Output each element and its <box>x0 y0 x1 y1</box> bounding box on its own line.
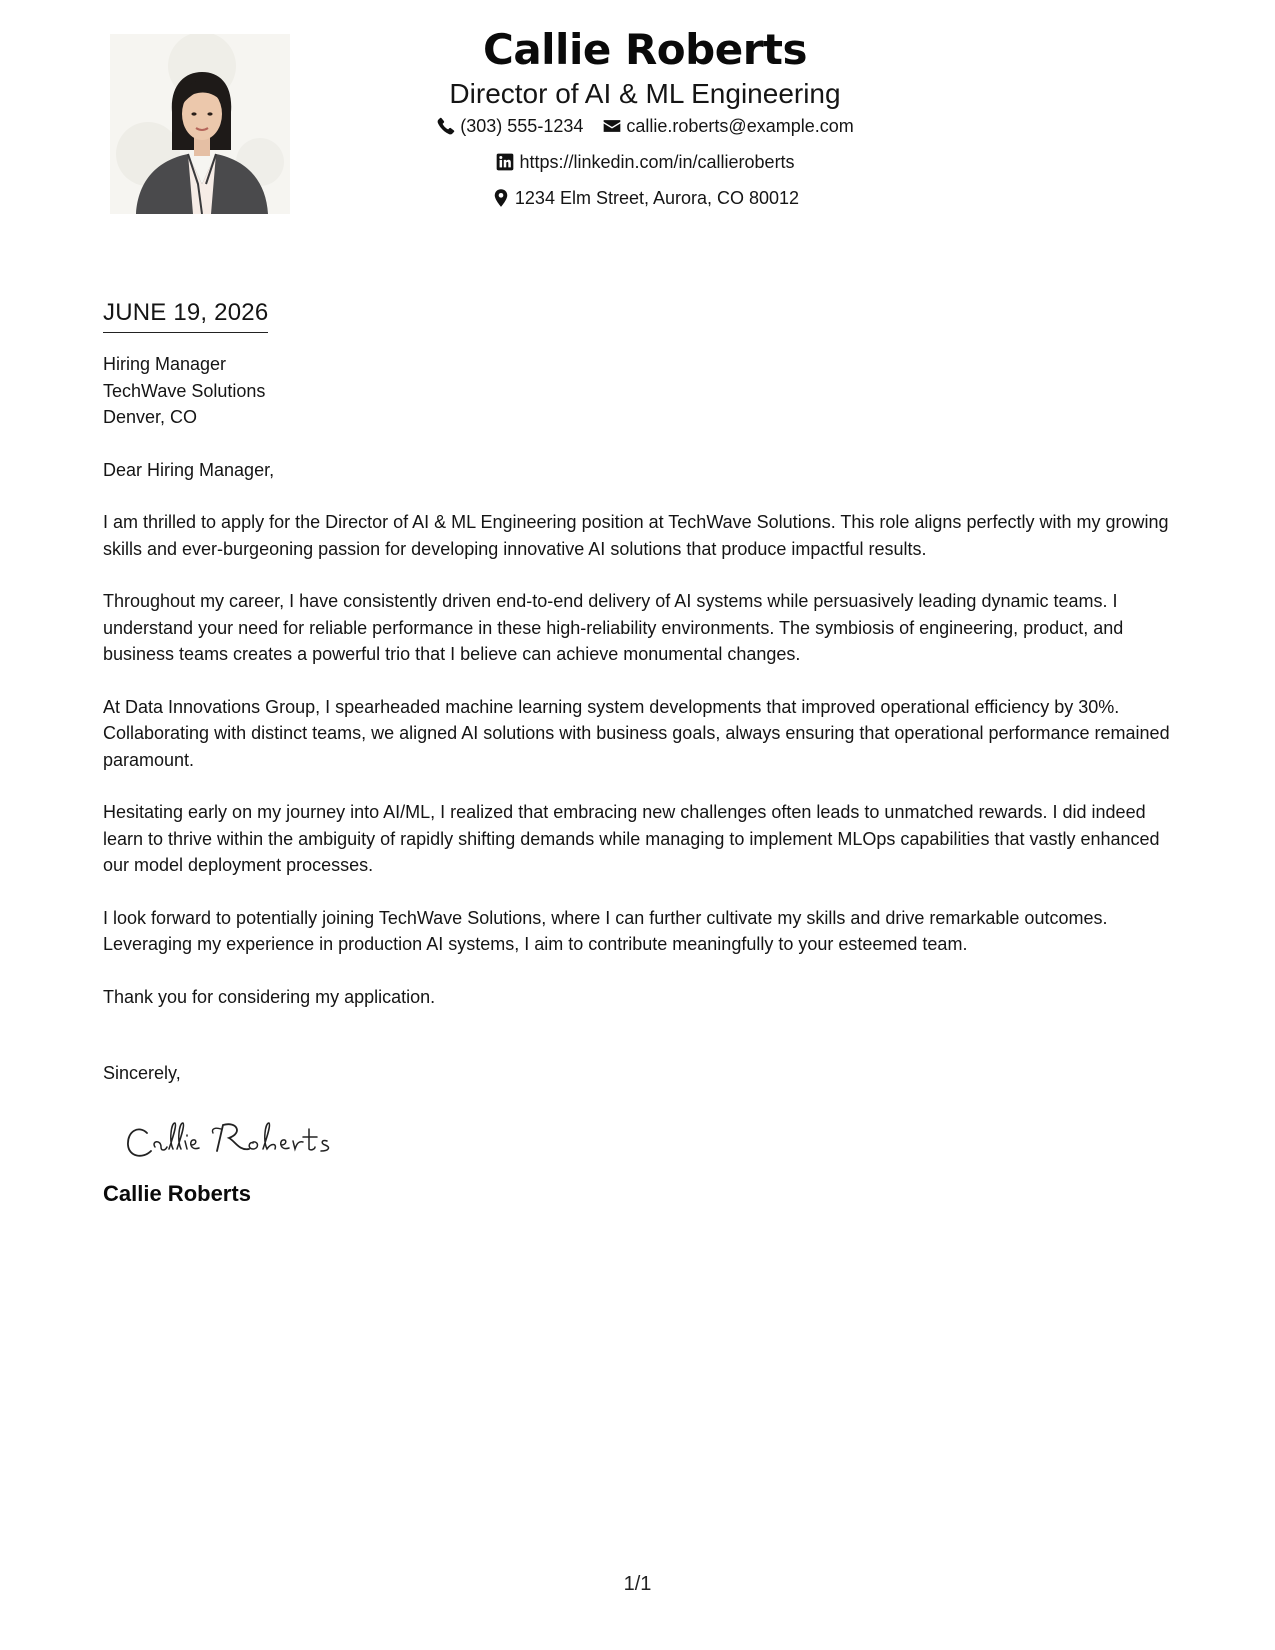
salutation: Dear Hiring Manager, <box>103 459 275 480</box>
contact-line-address <box>340 182 950 218</box>
email-address[interactable]: callie.roberts@example.com <box>626 116 854 136</box>
envelope-icon <box>602 116 622 136</box>
recipient-company: TechWave Solutions <box>103 380 266 401</box>
linkedin-url[interactable]: https://linkedin.com/in/callieroberts <box>519 152 795 172</box>
letter-body <box>103 296 1183 1209</box>
page-number: 1/1 <box>623 1573 652 1595</box>
recipient-name: Hiring Manager <box>103 354 227 374</box>
body-paragraph: Hesitating early on my journey into AI/ML, I realized that embracing new challenges often leads to unmatched rewards. I did indeed learn to thrive within the ambiguity of rapidly shifting demands while managing to implement MLOps capabilities that vastly enhanced our model deployment processes. <box>103 802 1160 875</box>
body-paragraph: I look forward to potentially joining TechWave Solutions, where I can further cultivate my skills and drive remarkable outcomes. Leveraging my experience in production AI systems, I aim to contribute meaningfully to your esteemed team. <box>103 907 1108 954</box>
body-paragraph: Thank you for considering my application. <box>103 986 436 1007</box>
linkedin-contact[interactable] <box>495 146 794 178</box>
linkedin-icon <box>495 152 515 172</box>
signed-name: Callie Roberts <box>103 1180 251 1206</box>
letter-date: JUNE 19, 2026 <box>103 296 268 333</box>
profile-photo <box>110 34 290 214</box>
body-paragraph: I am thrilled to apply for the Director of AI & ML Engineering position at TechWave Solutions. This role aligns perfectly with my growing skills and ever-burgeoning passion for developing innovative AI solutions that produce impactful results. <box>103 512 1169 559</box>
closing: Sincerely, <box>103 1063 181 1083</box>
body-paragraph: At Data Innovations Group, I spearheaded machine learning system developments that improved operational efficiency by 30%. Collaborating with distinct teams, we aligned AI solutions with business goals, always ensuring that operational performance remained paramount. <box>103 696 1170 770</box>
contact-line-phone-email <box>340 110 950 146</box>
body-paragraph: Throughout my career, I have consistently driven end-to-end delivery of AI systems while persuasively leading dynamic teams. I understand your need for reliable performance in these high-reliability environments. The symbiosis of engineering, product, and business teams creates a powerful trio that I believe can achieve monumental changes. <box>103 591 1124 664</box>
map-pin-icon <box>491 188 511 208</box>
phone-contact <box>436 110 583 142</box>
recipient-location: Denver, CO <box>103 407 198 427</box>
recipient-block <box>103 351 1183 431</box>
handwritten-signature <box>125 1111 1183 1171</box>
applicant-title: Director of AI & ML Engineering <box>449 78 841 109</box>
email-contact[interactable] <box>602 110 853 142</box>
street-address: 1234 Elm Street, Aurora, CO 80012 <box>514 188 800 208</box>
address-contact <box>491 182 799 214</box>
phone-number: (303) 555-1234 <box>460 116 584 136</box>
contact-line-linkedin <box>340 146 950 182</box>
letter-header <box>340 22 950 218</box>
phone-icon <box>436 116 456 136</box>
applicant-name: Callie Roberts <box>483 25 807 74</box>
